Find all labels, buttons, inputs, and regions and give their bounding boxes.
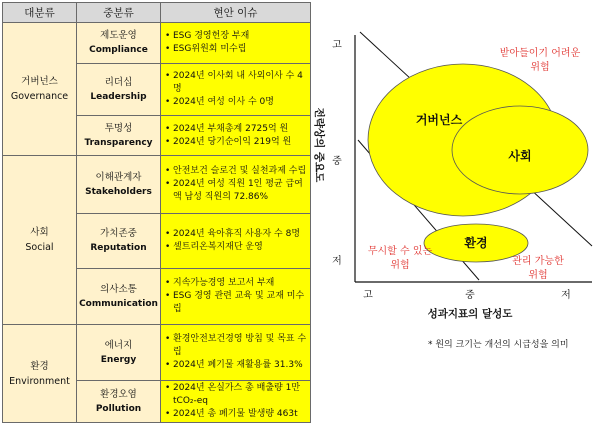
subcategory-transparency: 투명성 Transparency [77,116,161,156]
list-item: • ESG 경영헌장 부재 [165,30,308,43]
subcategory-reputation: 가치존중 Reputation [77,214,161,269]
list-item: • 셀트리온복지재단 운영 [165,241,308,254]
subcategory-stakeholders: 이해관계자 Stakeholders [77,156,161,214]
y-axis-title: 전략상의 중요도 [313,107,325,183]
category-governance: 거버넌스 Governance [3,23,77,156]
bubble-label-social: 사회 [508,149,532,163]
header-sub-category: 중분류 [77,3,161,23]
x-tick-high: 고 [363,290,373,301]
list-item: • 2024년 이사회 내 사외이사 수 4명 [165,70,308,96]
bubble-size-note: * 원의 크기는 개선의 시급성을 의미 [428,340,569,350]
list-item: • 2024년 폐기물 재활용률 31.3% [165,359,308,372]
subcategory-pollution: 환경오염 Pollution [77,381,161,423]
subcategory-leadership: 리더십 Leadership [77,64,161,116]
bubble-label-governance: 거버넌스 [415,113,463,127]
list-item: • 2024년 육아휴직 사용자 수 8명 [165,228,308,241]
y-tick-low: 저 [332,256,342,267]
zone-label-manageable-2: 위험 [528,270,548,281]
subcategory-energy: 에너지 Energy [77,325,161,381]
list-item: • 2024년 온실가스 총 배출량 1만tCO₂-eq [165,382,308,408]
x-axis-title: 성과지표의 달성도 [427,308,513,320]
zone-label-unacceptable: 받아들이기 어려운 [499,48,581,59]
list-item: • 2024년 당기순이익 219억 원 [165,136,308,149]
zone-label-manageable: 관리 가능한 [512,256,564,267]
x-tick-mid: 중 [465,290,475,301]
header-major-category: 대분류 [3,3,77,23]
list-item: • 2024년 총 폐기물 발생량 463t [165,408,308,421]
list-item: • 2024년 여성 직원 1인 평균 급여액 남성 직원의 72.86% [165,178,308,204]
bubble-label-environment: 환경 [464,236,488,250]
list-item: • ESG 경영 관련 교육 및 교재 미수립 [165,290,308,316]
list-item: • 2024년 부채총계 2725억 원 [165,123,308,136]
list-item: • 환경안전보건경영 방침 및 목표 수립 [165,333,308,359]
y-tick-mid: 중 [332,156,342,167]
zone-label-negligible: 무시할 수 있는 [367,246,433,257]
y-tick-high: 고 [332,40,342,51]
list-item: • 안전보건 슬로건 및 실천과제 수립 [165,165,308,178]
zone-label-unacceptable-2: 위험 [530,62,550,73]
subcategory-communication: 의사소통 Communication [77,269,161,325]
zone-label-negligible-2: 위험 [390,260,410,271]
category-social: 사회 Social [3,156,77,325]
x-tick-low: 저 [561,290,571,301]
list-item: • 지속가능경영 보고서 부재 [165,277,308,290]
list-item: • 2024년 여성 이사 수 0명 [165,96,308,109]
subcategory-compliance: 제도운영 Compliance [77,23,161,64]
list-item: • ESG위원회 미수립 [165,43,308,56]
category-environment: 환경 Environment [3,325,77,423]
header-current-issues: 현안 이슈 [161,3,311,23]
